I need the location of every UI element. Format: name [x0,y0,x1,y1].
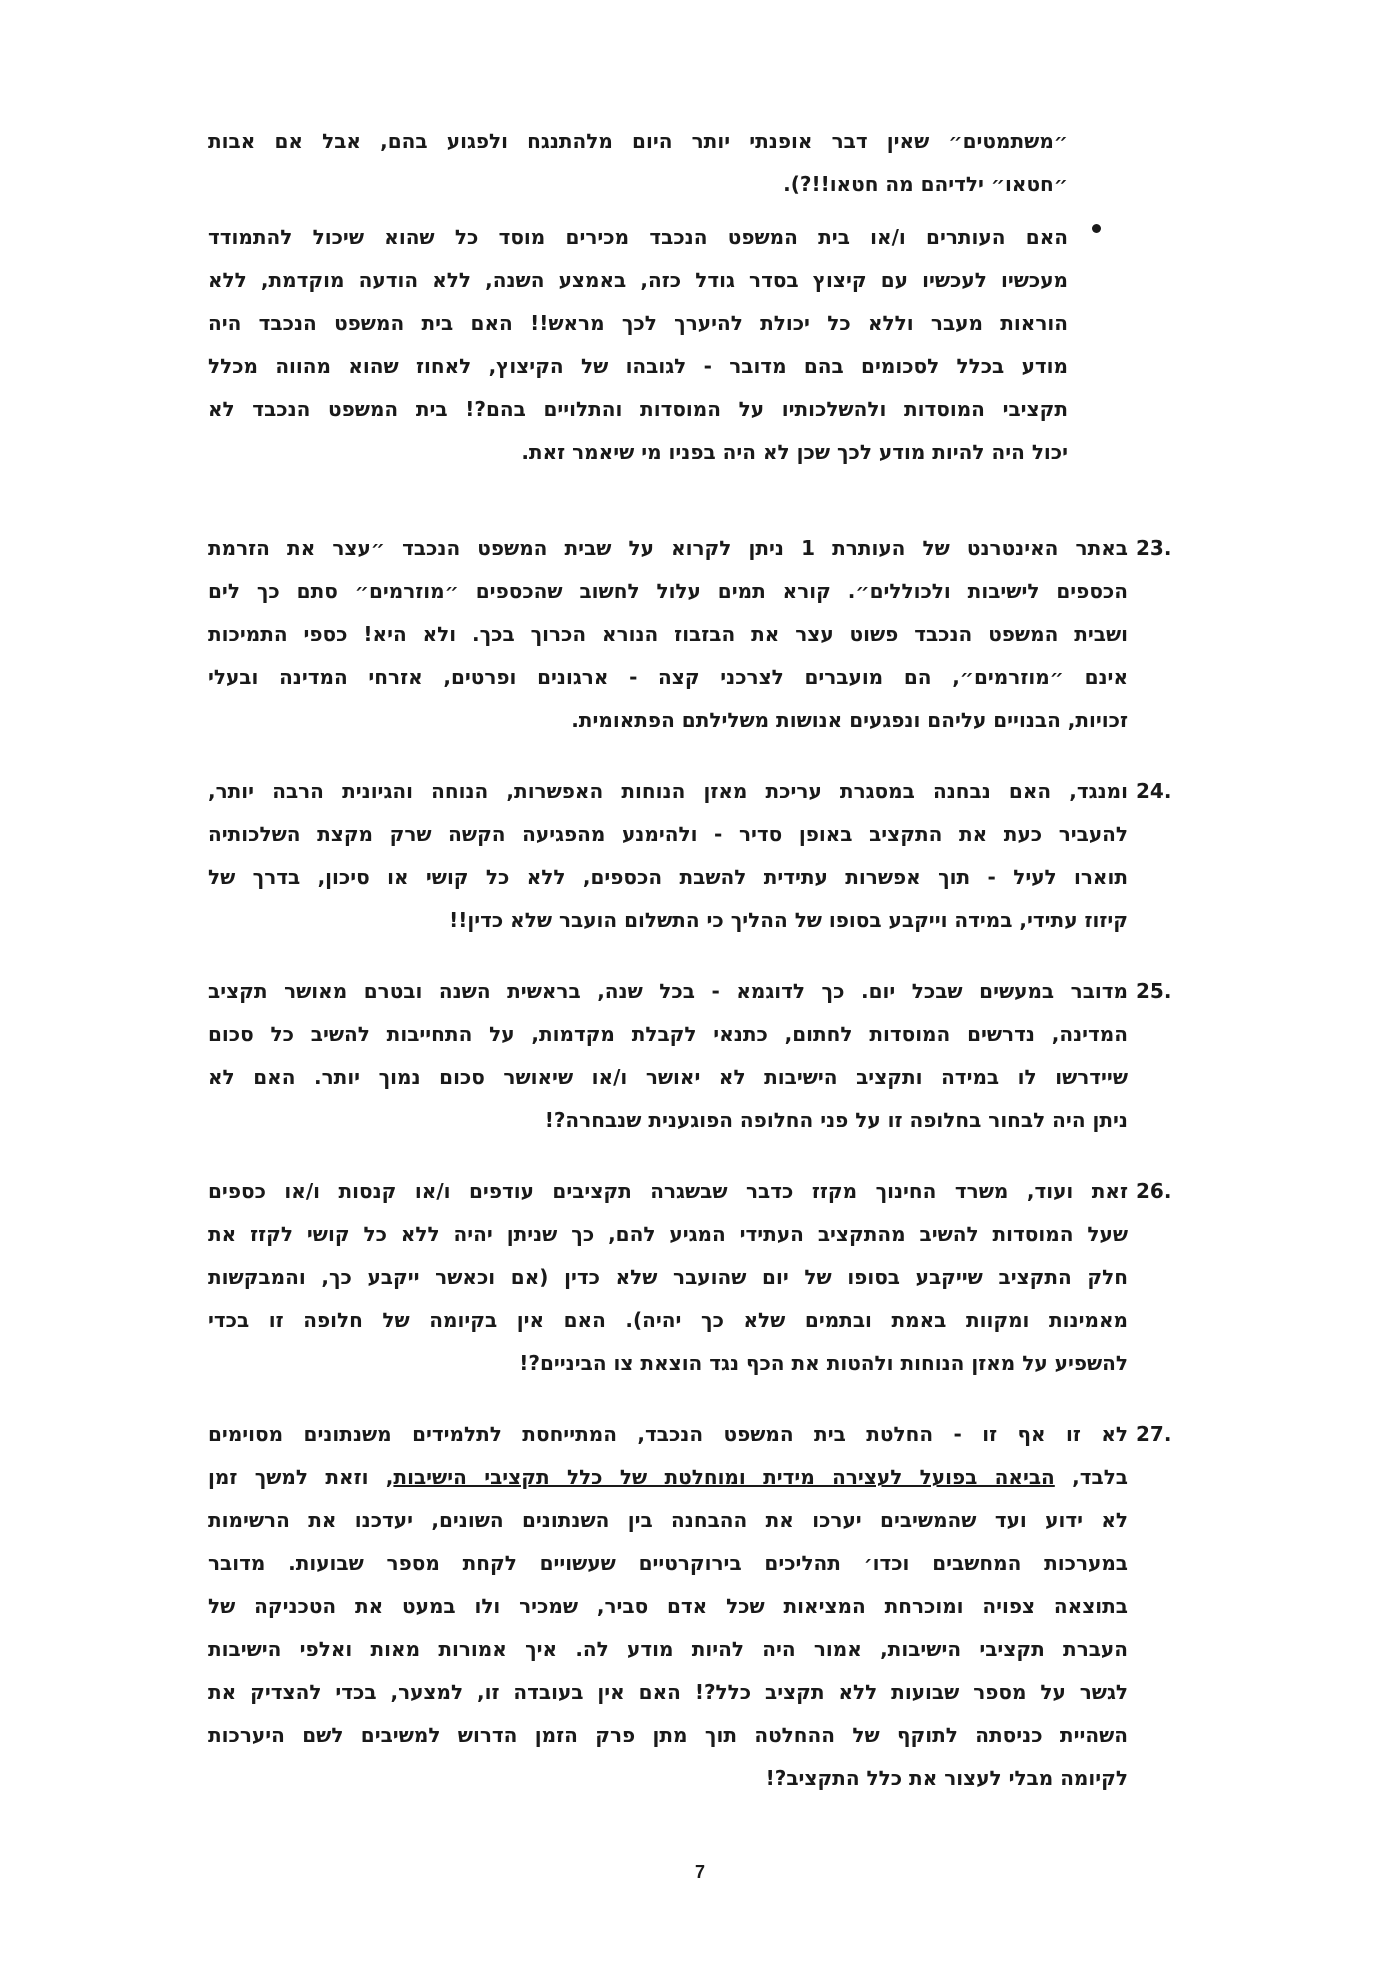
text-line: הוראות מעבר וללא כל יכולת להיערך לכך מראש!! האם בית המשפט הנכבד היה [208,311,1068,335]
text-line: במערכות המחשבים וכדו׳ תהליכים בירוקרטיים שעשויים לקחת מספר שבועות. מדובר [208,1551,1128,1575]
paragraph-body [208,1413,1128,1800]
text-line: השהיית כניסתה לתוקף של ההחלטה תוך מתן פרק הזמן הדרוש למשיבים לשם היערכות [208,1723,1128,1747]
text-line: להשפיע על מאזן הנוחות ולהטות את הכף נגד הוצאת צו הביניים?! [519,1351,1128,1375]
text-line: לגשר על מספר שבועות ללא תקציב כלל?! האם אין בעובדה זו, למצער, בכדי להצדיק את [208,1680,1128,1704]
text-line: שעל המוסדות להשיב מהתקציב העתידי המגיע להם, כך שניתן יהיה ללא כל קושי לקזז את [208,1222,1128,1246]
text-line: ומנגד, האם נבחנה במסגרת עריכת מאזן הנוחות האפשרות, הנוחה והגיונית הרבה יותר, [208,779,1128,803]
text-line: תוארו לעיל - תוך אפשרות עתידית להשבת הכספים, ללא כל קושי או סיכון, בדרך של [208,865,1128,889]
text-line: באתר האינטרנט של העותרת 1 ניתן לקרוא על שבית המשפט הנכבד ״עצר את הזרמת [208,536,1128,560]
text-line: ניתן היה לבחור בחלופה זו על פני החלופה הפוגענית שנבחרה?! [544,1108,1128,1132]
paragraph-body [208,1170,1128,1385]
text-line: קיזוז עתידי, במידה וייקבע בסופו של ההליך כי התשלום הועבר שלא כדין!! [449,908,1128,932]
text-line: בתוצאה צפויה ומוכרחת המציאות שכל אדם סביר, שמכיר ולו במעט את הטכניקה של [208,1594,1128,1618]
text-line: ״חטאו״ ילדיהם מה חטאו!!?). [783,172,1068,196]
text-line: שיידרשו לו במידה ותקציב הישיבות לא יאושר ו/או שיאושר סכום נמוך יותר. האם לא [208,1065,1128,1089]
text-segment: , וזאת למשך זמן [208,1465,394,1489]
page-number: 7 [694,1862,705,1882]
bullet-item [208,216,1068,474]
text-line: זאת ועוד, משרד החינוך מקזז כדבר שבשגרה תקציבים עודפים ו/או קנסות ו/או כספים [208,1179,1128,1203]
paragraph-number: 25. [1136,979,1172,1003]
text-line: אינם ״מוזרמים״, הם מועברים לצרכני קצה - ארגונים ופרטים, אזרחי המדינה ובעלי [208,665,1128,689]
text-line: להעביר כעת את התקציב באופן סדיר - ולהימנע מהפגיעה הקשה שרק מקצת השלכותיה [208,822,1128,846]
text-line: תקציבי המוסדות ולהשלכותיו על המוסדות והתלויים בהם?! בית המשפט הנכבד לא [208,397,1068,421]
text-line: מודע בכלל לסכומים בהם מדובר - לגובהו של הקיצוץ, לאחוז שהוא מהווה מכלל [208,354,1068,378]
text-line-with-emphasis [208,1456,1128,1499]
text-line: מאמינות ומקוות באמת ובתמים שלא כך יהיה). האם אין בקיומה של חלופה זו בכדי [208,1308,1128,1332]
paragraph-number: 23. [1136,536,1172,560]
text-line: המדינה, נדרשים המוסדות לחתום, כתנאי לקבלת מקדמות, על התחייבות להשיב כל סכום [208,1022,1128,1046]
paragraph-body [208,770,1128,942]
text-line: זכויות, הבנויים עליהם ונפגעים אנושות משלילתם הפתאומית. [571,708,1128,732]
text-line: חלק התקציב שייקבע בסופו של יום שהועבר שלא כדין (אם וכאשר ייקבע כך, והמבקשות [208,1265,1128,1289]
text-segment: בלבד, [1072,1465,1128,1489]
text-line: יכול היה להיות מודע לכך שכן לא היה בפניו מי שיאמר זאת. [521,440,1068,464]
text-line: ושבית המשפט הנכבד פשוט עצר את הבזבוז הנורא הכרוך בכך. ולא היא! כספי התמיכות [208,622,1128,646]
text-line: העברת תקציבי הישיבות, אמור היה להיות מודע לה. איך אמורות מאות ואלפי הישיבות [208,1637,1128,1661]
text-line: לא זו אף זו - החלטת בית המשפט הנכבד, המתייחסת לתלמידים משנתונים מסוימים [208,1422,1128,1446]
bullet-icon [1092,224,1101,233]
paragraph-body [208,970,1128,1142]
text-line: מעכשיו לעכשיו עם קיצוץ בסדר גודל כזה, באמצע השנה, ללא הודעה מוקדמת, ללא [208,268,1068,292]
underlined-emphasis: הביאה בפועל לעצירה מידית ומוחלטת של כלל תקציבי הישיבות [393,1465,1055,1489]
paragraph-body [208,527,1128,742]
text-line: לא ידוע ועד שהמשיבים יערכו את ההבחנה בין השנתונים השונים, יעדכנו את הרשימות [208,1508,1128,1532]
text-line: לקיומה מבלי לעצור את כלל התקציב?! [765,1766,1128,1790]
text-line: ״משתמטים״ שאין דבר אופנתי יותר היום מלהתנגח ולפגוע בהם, אבל אם אבות [208,129,1068,153]
text-line: האם העותרים ו/או בית המשפט הנכבד מכירים מוסד כל שהוא שיכול להתמודד [208,225,1068,249]
paragraph-number: 27. [1136,1422,1172,1446]
paragraph-number: 26. [1136,1179,1172,1203]
text-line: הכספים לישיבות ולכוללים״. קורא תמים עלול לחשוב שהכספים ״מוזרמים״ סתם כך לים [208,579,1128,603]
continuation-text [208,120,1068,206]
text-line: מדובר במעשים שבכל יום. כך לדוגמא - בכל שנה, בראשית השנה ובטרם מאושר תקציב [208,979,1128,1003]
paragraph-number: 24. [1136,779,1172,803]
